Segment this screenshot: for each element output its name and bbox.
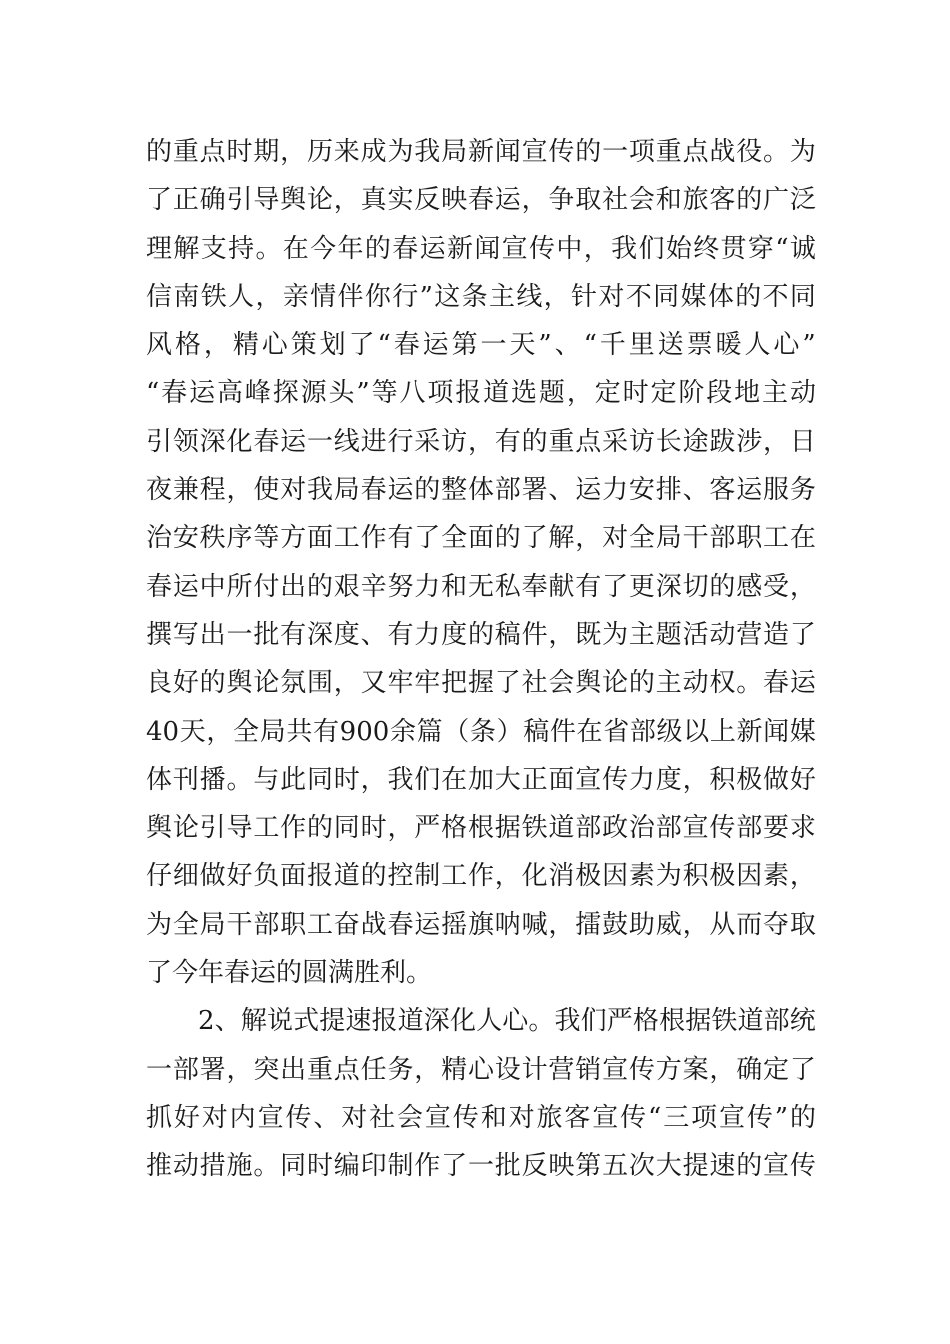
- text-line: 仔 细 做 好 负 面 报 道 的 控 制 工 作 ， 化 消 极 因 素 为 积 极 因 素 ，: [146, 861, 816, 892]
- text-line: 推 动 措 施 。 同 时 编 印 制 作 了 一 批 反 映 第 五 次 大 提 速 的 宣 传: [146, 1151, 816, 1182]
- text-line: 信 南 铁 人 ， 亲 情 伴 你 行 ” 这 条 主 线 ， 针 对 不 同 媒 体 的 不 同: [146, 281, 816, 312]
- text-line: 良 好 的 舆 论 氛 围 ， 又 牢 牢 把 握 了 社 会 舆 论 的 主 动 权 。 春 运: [146, 668, 816, 699]
- text-line: 舆 论 引 导 工 作 的 同 时 ， 严 格 根 据 铁 道 部 政 治 部 宣 传 部 要 求: [146, 813, 816, 844]
- text-line: 夜 兼 程 ， 使 对 我 局 春 运 的 整 体 部 署 、 运 力 安 排 、 客 运 服 务: [146, 475, 816, 506]
- text-line: 了 正 确 引 导 舆 论 ， 真 实 反 映 春 运 ， 争 取 社 会 和 旅 客 的 广 泛: [146, 185, 816, 216]
- text-line: 为 全 局 干 部 职 工 奋 战 春 运 摇 旗 呐 喊 ， 擂 鼓 助 威 ， 从 而 夺 取: [146, 909, 816, 940]
- body-text: [146, 128, 816, 1191]
- text-line: 一 部 署 ， 突 出 重 点 任 务 ， 精 心 设 计 营 销 宣 传 方 案 ， 确 定 了: [146, 1054, 816, 1085]
- text-line: 春 运 中 所 付 出 的 艰 辛 努 力 和 无 私 奉 献 有 了 更 深 切 的 感 受 ，: [146, 571, 816, 602]
- text-line: 的 重 点 时 期 ， 历 来 成 为 我 局 新 闻 宣 传 的 一 项 重 点 战 役 。 为: [146, 137, 816, 167]
- text-line: 治 安 秩 序 等 方 面 工 作 有 了 全 面 的 了 解 ， 对 全 局 干 部 职 工 在: [146, 523, 816, 554]
- text-line: 引 领 深 化 春 运 一 线 进 行 采 访 ， 有 的 重 点 采 访 长 途 跋 涉 ， 日: [146, 426, 816, 457]
- text-line: 风 格 ， 精 心 策 划 了 “ 春 运 第 一 天 ” 、 “ 千 里 送 票 暖 人 心 ”: [146, 330, 816, 361]
- text-line: “ 春 运 高 峰 探 源 头 ” 等 八 项 报 道 选 题 ， 定 时 定 阶 段 地 主 动: [146, 378, 816, 409]
- text-line: 理 解 支 持 。 在 今 年 的 春 运 新 闻 宣 传 中 ， 我 们 始 终 贯 穿 “ 诚: [146, 233, 816, 264]
- paragraph-start-line: 2 、 解 说 式 提 速 报 道 深 化 人 心 。 我 们 严 格 根 据 铁 道 部 统: [198, 1006, 816, 1037]
- text-line: 抓 好 对 内 宣 传 、 对 社 会 宣 传 和 对 旅 客 宣 传 “ 三 项 宣 传 ” 的: [146, 1102, 816, 1133]
- paragraph-end-line: 了今年春运的圆满胜利。: [146, 958, 433, 989]
- text-line: 40 天 ， 全 局 共 有 900 余 篇 （ 条 ） 稿 件 在 省 部 级 以 上 新 闻 媒: [146, 716, 816, 747]
- text-line: 撰 写 出 一 批 有 深 度 、 有 力 度 的 稿 件 ， 既 为 主 题 活 动 营 造 了: [146, 619, 816, 650]
- text-line: 体 刊 播 。 与 此 同 时 ， 我 们 在 加 大 正 面 宣 传 力 度 ， 积 极 做 好: [146, 764, 816, 795]
